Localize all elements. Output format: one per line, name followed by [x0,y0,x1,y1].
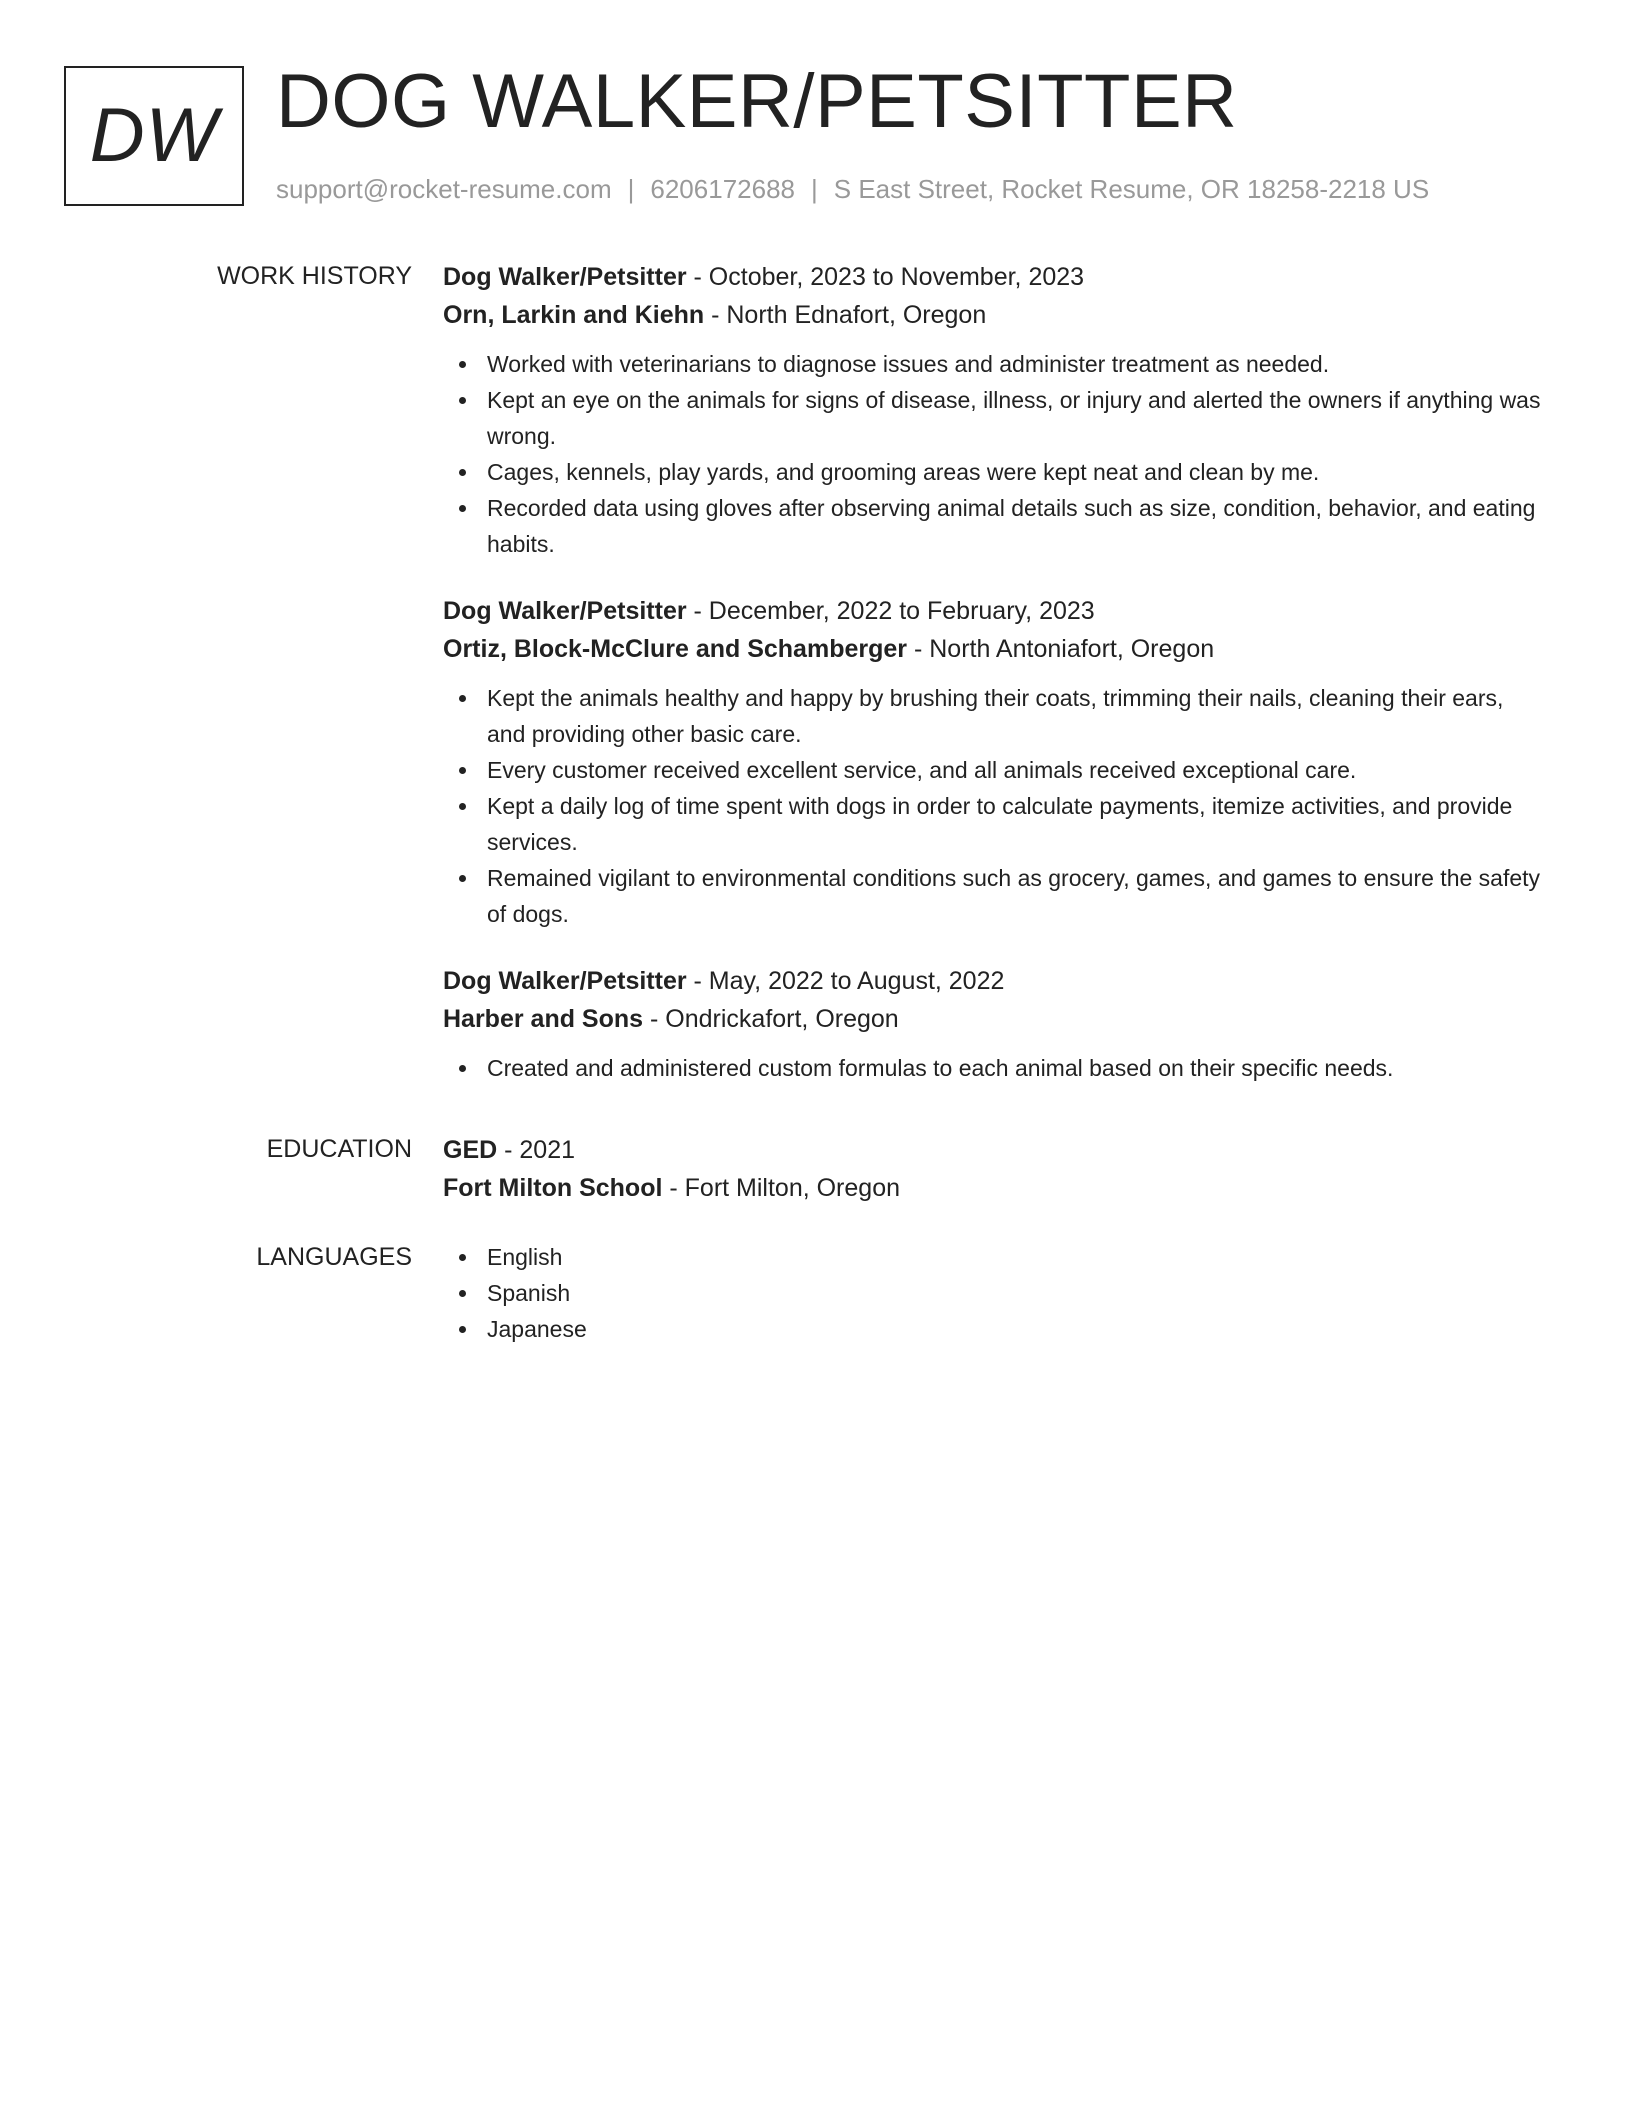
list-item: Remained vigilant to environmental conditions such as grocery, games, and games to ensure the safety of dogs. [487,860,1543,932]
education-school-line [443,1169,1543,1207]
education-degree: GED [443,1136,498,1164]
section-label-languages: LANGUAGES [256,1243,412,1271]
job-company-line [443,630,1543,668]
list-item: Every customer received excellent service, and all animals received exceptional care. [487,752,1543,788]
job-bullets [443,346,1543,562]
list-item: Worked with veterinarians to diagnose issues and administer treatment as needed. [487,346,1543,382]
job-location: - North Ednafort, Oregon [704,301,987,329]
contact-separator: | [627,174,635,204]
monogram-initials: DW [89,93,219,178]
job-company: Orn, Larkin and Kiehn [443,301,705,329]
job-bullets [443,680,1543,932]
list-item: Kept a daily log of time spent with dogs in order to calculate payments, itemize activities, and provide services. [487,788,1543,860]
monogram-box [64,66,244,206]
contact-phone: 6206172688 [650,174,795,204]
job-dates: - October, 2023 to November, 2023 [686,263,1085,291]
contact-email: support@rocket-resume.com [276,174,612,204]
job-company-line [443,1000,1543,1038]
education-body [443,1131,1543,1207]
list-item: English [487,1239,1543,1275]
job-entry [443,962,1543,1086]
job-title-line [443,962,1543,1000]
job-company: Ortiz, Block-McClure and Schamberger [443,635,908,663]
job-title: Dog Walker/Petsitter [443,967,687,995]
contact-separator: | [811,174,818,204]
contact-line [276,172,1429,206]
education-year: - 2021 [497,1136,576,1164]
list-item: Cages, kennels, play yards, and grooming areas were kept neat and clean by me. [487,454,1543,490]
list-item: Kept an eye on the animals for signs of disease, illness, or injury and alerted the owners if anything was wrong. [487,382,1543,454]
job-entry [443,592,1543,932]
education-degree-line [443,1131,1543,1169]
job-location: - North Antoniafort, Oregon [907,635,1215,663]
languages-list [443,1239,1543,1347]
work-history-body [443,258,1543,1116]
contact-address: S East Street, Rocket Resume, OR 18258-2218 US [833,174,1430,204]
list-item: Japanese [487,1311,1543,1347]
job-dates: - December, 2022 to February, 2023 [686,597,1095,625]
job-entry [443,258,1543,562]
job-bullets [443,1050,1543,1086]
section-label-education: EDUCATION [266,1135,412,1163]
list-item: Spanish [487,1275,1543,1311]
job-dates: - May, 2022 to August, 2022 [686,967,1005,995]
job-location: - Ondrickafort, Oregon [643,1005,899,1033]
section-label-work-history: WORK HISTORY [217,262,412,290]
education-location: - Fort Milton, Oregon [662,1174,900,1202]
job-company-line [443,296,1543,334]
job-title: Dog Walker/Petsitter [443,263,687,291]
languages-body [443,1239,1543,1347]
job-title-line [443,592,1543,630]
education-school: Fort Milton School [443,1174,663,1202]
job-title-line [443,258,1543,296]
job-title: Dog Walker/Petsitter [443,597,687,625]
resume-title: DOG WALKER/PETSITTER [276,59,1238,144]
job-company: Harber and Sons [443,1005,644,1033]
list-item: Kept the animals healthy and happy by brushing their coats, trimming their nails, cleaning their ears, and providing other basic care. [487,680,1543,752]
list-item: Created and administered custom formulas to each animal based on their specific needs. [487,1050,1543,1086]
list-item: Recorded data using gloves after observing animal details such as size, condition, behavior, and eating habits. [487,490,1543,562]
